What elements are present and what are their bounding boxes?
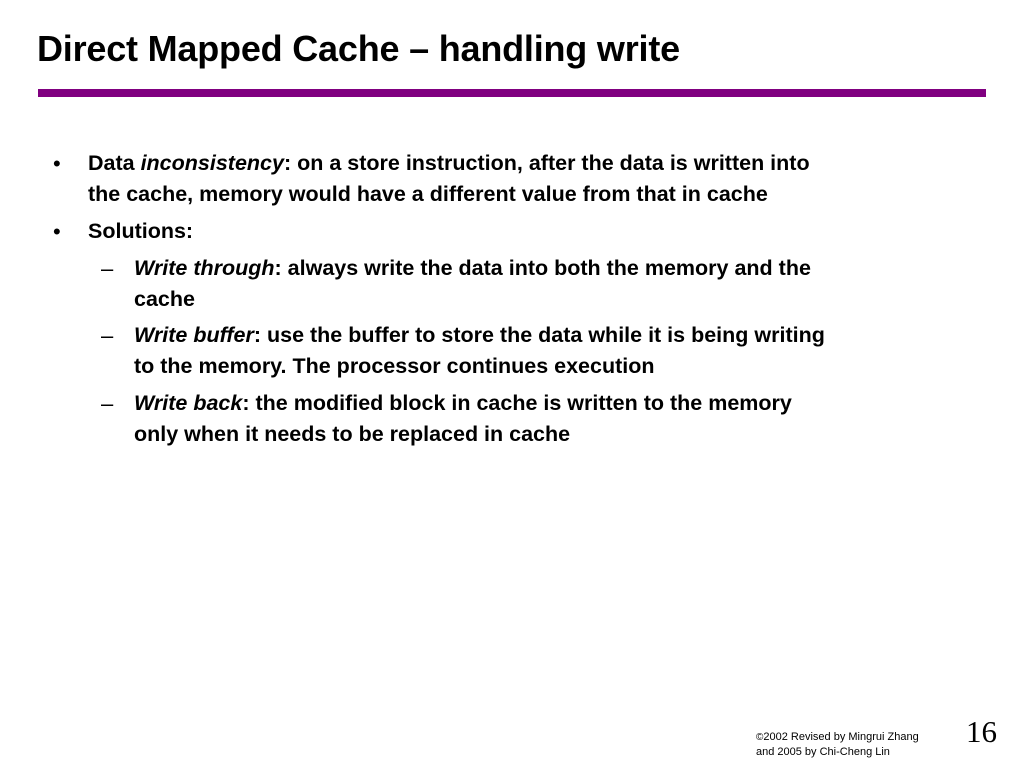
term-write-back: Write back bbox=[134, 391, 243, 415]
sub-bullet-text-line1: : the modified block in cache is written to the memory bbox=[242, 391, 792, 415]
sub-bullet-text-line1: : always write the data into both the memory and the bbox=[274, 256, 811, 280]
sub-bullet-text-line1: : use the buffer to store the data while it is being writing bbox=[253, 323, 825, 347]
copyright-line2: and 2005 by Chi-Cheng Lin bbox=[756, 746, 890, 758]
title-divider bbox=[38, 89, 986, 97]
sub-bullet-text-line2: to the memory. The processor continues execution bbox=[134, 354, 655, 378]
term-write-buffer: Write buffer bbox=[134, 323, 254, 347]
bullet-label: Solutions: bbox=[88, 219, 194, 243]
copyright-icon: © bbox=[756, 732, 764, 743]
sub-bullet-marker: – bbox=[101, 323, 114, 348]
copyright-line1: 2002 Revised by Mingrui Zhang bbox=[763, 731, 919, 743]
sub-bullet-marker: – bbox=[101, 256, 114, 281]
sub-bullet-write-through bbox=[134, 253, 994, 315]
term-inconsistency: inconsistency bbox=[140, 151, 284, 175]
sub-bullet-write-back bbox=[134, 388, 994, 450]
bullet-data-inconsistency bbox=[88, 148, 988, 210]
bullet-label: Data bbox=[88, 151, 141, 175]
bullet-text-line1: : on a store instruction, after the data is written into bbox=[283, 151, 810, 175]
sub-bullet-text-line2: cache bbox=[134, 287, 195, 311]
sub-bullet-write-buffer bbox=[134, 320, 994, 382]
bullet-text-line2: the cache, memory would have a different value from that in cache bbox=[88, 182, 768, 206]
term-write-through: Write through bbox=[134, 256, 275, 280]
slide-title: Direct Mapped Cache – handling write bbox=[37, 28, 680, 69]
bullet-marker: • bbox=[53, 219, 61, 244]
sub-bullet-text-line2: only when it needs to be replaced in cache bbox=[134, 422, 571, 446]
bullet-marker: • bbox=[53, 151, 61, 176]
bullet-solutions bbox=[88, 216, 193, 247]
page-number: 16 bbox=[966, 714, 997, 749]
copyright-note bbox=[756, 730, 919, 759]
sub-bullet-marker: – bbox=[101, 391, 114, 416]
